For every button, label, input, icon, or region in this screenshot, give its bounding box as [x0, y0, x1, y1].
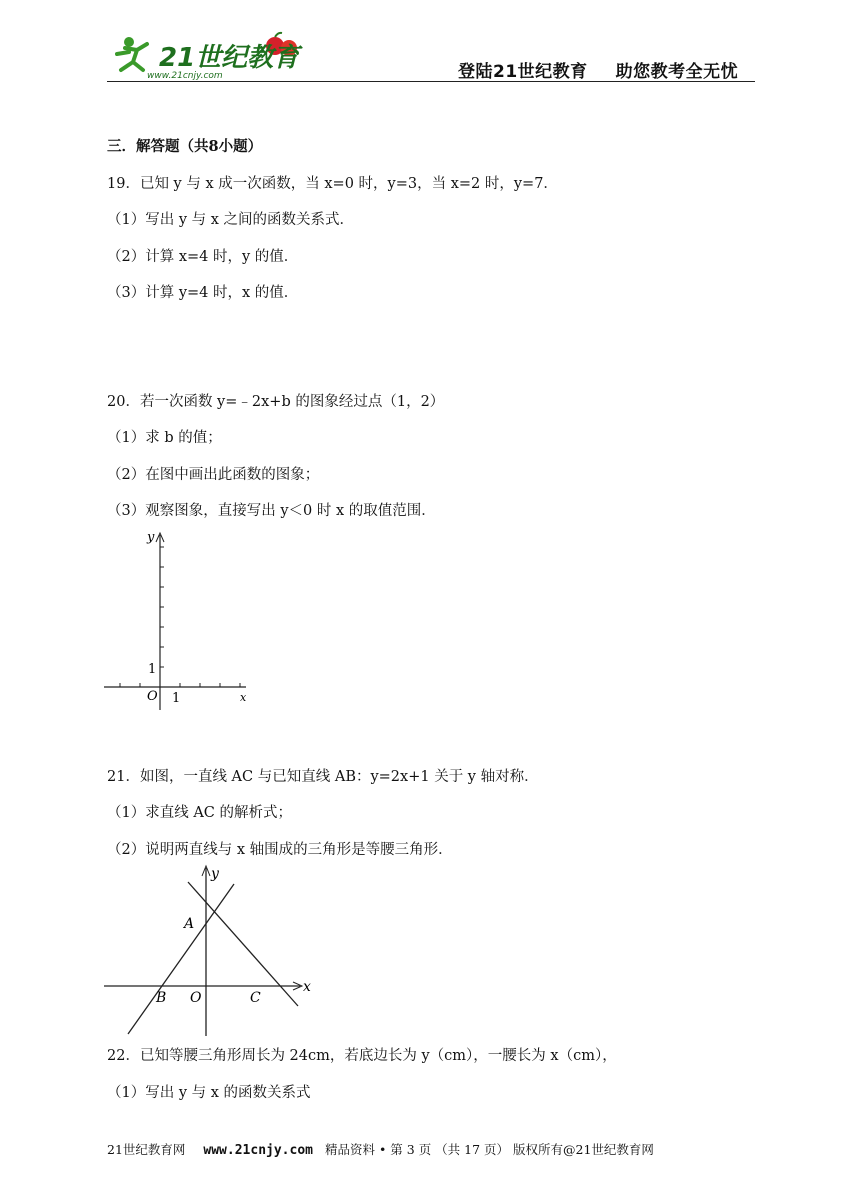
logo: [107, 30, 307, 82]
q19-part3: （3）计算 y=4 时，x 的值．: [107, 285, 299, 301]
tagline-left: 登陆21世纪教育: [458, 62, 588, 82]
q22-stem: 22．已知等腰三角形周长为 24cm，若底边长为 y（cm），一腰长为 x（cm），: [107, 1048, 617, 1064]
point-c-label: C: [250, 990, 261, 1006]
q20-x-label: x: [240, 691, 247, 704]
tagline-right: 助您教考全无忧: [615, 62, 739, 82]
q20-origin-label: O: [147, 689, 158, 704]
q19-part1: （1）写出 y 与 x 之间的函数关系式．: [107, 212, 355, 228]
q21-y-label: y: [211, 866, 219, 882]
footer-url[interactable]: www.21cnjy.com: [203, 1143, 313, 1158]
q20-part3: （3）观察图象，直接写出 y＜0 时 x 的取值范围．: [107, 503, 436, 519]
point-a-label: A: [184, 916, 195, 932]
line-ac: [188, 882, 298, 1006]
q21-stem: 21．如图，一直线 AC 与已知直线 AB：y=2x+1 关于 y 轴对称．: [107, 769, 539, 785]
point-b-label: B: [156, 990, 167, 1006]
q21-part2: （2）说明两直线与 x 轴围成的三角形是等腰三角形．: [107, 842, 453, 858]
q20-part1: （1）求 b 的值；: [107, 430, 222, 446]
q20-y-ticks: [160, 547, 164, 667]
q20-y-tick-label: 1: [148, 662, 157, 677]
q20-coordinate-figure: [100, 525, 255, 715]
q20-x-tick-label: 1: [172, 691, 181, 706]
q20-stem: 20．若一次函数 y=﹣2x+b 的图象经过点（1，2）: [107, 394, 445, 410]
footer-site: 21世纪教育网: [107, 1142, 186, 1157]
header-tagline: [458, 57, 738, 82]
q20-part2: （2）在图中画出此函数的图象；: [107, 467, 320, 483]
logo-text: 21世纪教育: [159, 43, 300, 73]
q22-part1: （1）写出 y 与 x 的函数关系式: [107, 1085, 311, 1101]
logo-url: www.21cnjy.com: [147, 71, 223, 81]
q19-stem: 19．已知 y 与 x 成一次函数，当 x=0 时，y=3，当 x=2 时，y=7．: [107, 176, 558, 192]
q20-y-label: y: [147, 530, 155, 545]
q21-origin-label: O: [190, 990, 202, 1006]
line-ab: [128, 884, 234, 1034]
q19-part2: （2）计算 x=4 时，y 的值．: [107, 249, 299, 265]
header-divider: [107, 81, 755, 82]
q21-figure: [100, 860, 320, 1038]
footer-info: 精品资料 • 第 3 页 （共 17 页） 版权所有@21世纪教育网: [324, 1142, 654, 1157]
q21-x-label: x: [303, 979, 311, 995]
section-title: 三．解答题（共8小题）: [107, 138, 263, 155]
q21-part1: （1）求直线 AC 的解析式；: [107, 805, 293, 821]
page-footer: [107, 1140, 654, 1158]
